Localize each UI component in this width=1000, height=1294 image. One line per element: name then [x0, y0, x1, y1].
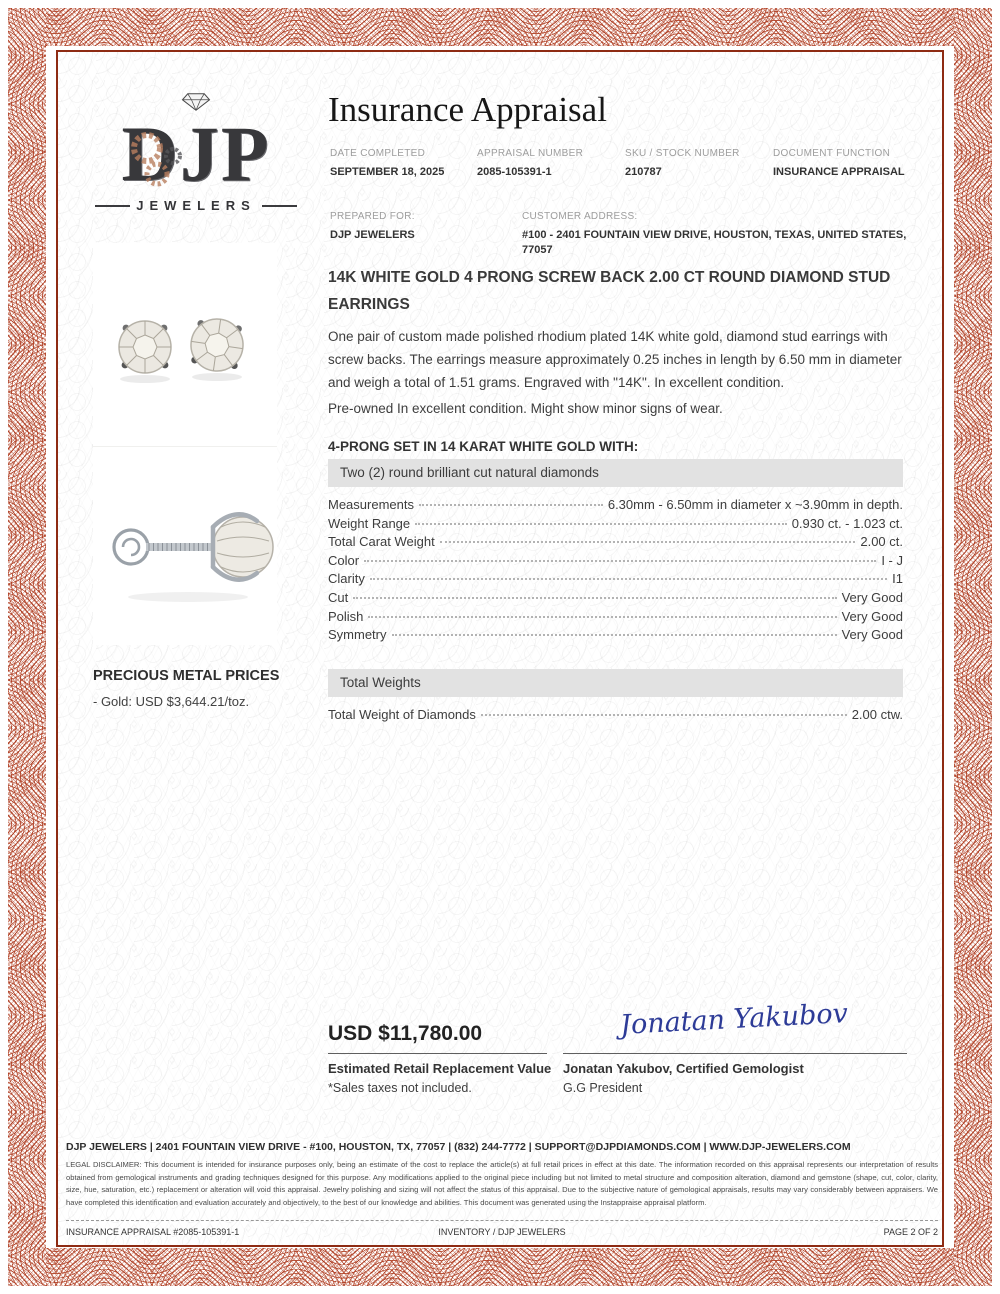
guilloche-border-top — [8, 8, 992, 46]
dotted-leader — [370, 578, 887, 580]
item-condition: Pre-owned In excellent condition. Might show minor signs of wear. — [328, 401, 723, 416]
spec-value: I1 — [892, 571, 903, 587]
legal-disclaimer: LEGAL DISCLAIMER: This document is intended for insurance purposes only, being an estimate of the cost to replace the article(s) at full retail prices in effect at this date. The information recorded on this appraisal represents our interpretation of results obtained from gemological instruments and grading techniques designed for this purpose. Any modifications applied to the original piece including but not limited to metal structure and composition alteration, diamond and gemstone (shape, cut, color, clarity, size, hue, saturation, etc.) replacement or alteration will void this appraisal. Jewelry polishing and sizing will not affect the status of this appraisal. Due to the subjective nature of gemological appraisals, results may vary considerably between appraisers. We have completed this identification and evaluation accurately and objectively, to the best of our knowledge and abilities. This document was generated using the Instappraise appraisal platform. — [66, 1160, 938, 1208]
footer-inventory: INVENTORY / DJP JEWELERS — [438, 1227, 566, 1237]
prepared-for-value: DJP JEWELERS — [330, 229, 415, 241]
total-value: 2.00 ctw. — [851, 707, 903, 722]
guilloche-border-right — [954, 8, 992, 1286]
meta-label: SKU / STOCK NUMBER — [625, 148, 740, 159]
spec-value: 2.00 ct. — [860, 534, 903, 550]
spec-row-cut — [328, 590, 903, 609]
signature-line — [563, 1053, 907, 1054]
spec-label: Symmetry — [328, 627, 387, 643]
prepared-for — [330, 211, 510, 243]
total-row-diamonds — [328, 707, 903, 726]
brand-name — [95, 112, 297, 196]
footer-doc-ref: INSURANCE APPRAISAL #2085-105391-1 — [66, 1227, 240, 1237]
spec-table — [328, 497, 903, 646]
guilloche-border-left — [8, 8, 46, 1286]
spec-value: Very Good — [841, 608, 903, 624]
page-footer — [66, 1227, 938, 1237]
dotted-leader — [415, 523, 787, 525]
spec-label: Polish — [328, 608, 364, 624]
spec-row-symmetry — [328, 627, 903, 646]
spec-label: Cut — [328, 589, 349, 605]
footer-divider — [66, 1220, 938, 1221]
signer-title: G.G President — [563, 1081, 643, 1095]
metal-prices-heading: PRECIOUS METAL PRICES — [93, 668, 280, 684]
dotted-leader — [440, 541, 856, 543]
customer-address — [522, 211, 920, 258]
dotted-leader — [368, 616, 836, 618]
earrings-pair-photo — [93, 243, 277, 446]
dotted-leader — [364, 560, 876, 562]
item-description: One pair of custom made polished rhodium plated 14K white gold, diamond stud earrings with screw backs. The earrings measure approximately 0.25 inches in length by 6.50 mm in diameter and weigh a total of 1.51 grams. Engraved with "14K". In excellent condition. — [328, 329, 902, 390]
meta-label: DOCUMENT FUNCTION — [773, 148, 891, 159]
dotted-leader — [419, 504, 603, 506]
meta-date-completed — [330, 148, 476, 180]
meta-appraisal-number — [477, 148, 623, 180]
spec-row-polish — [328, 609, 903, 628]
spec-label: Measurements — [328, 497, 414, 512]
meta-value: 210787 — [625, 166, 662, 178]
appraised-value: USD $11,780.00 — [328, 1022, 483, 1045]
spec-row-total-carat-weight — [328, 534, 903, 553]
gears-icon — [121, 126, 207, 190]
dotted-leader — [481, 714, 847, 716]
totals-table — [328, 707, 903, 726]
customer-address-value: #100 - 2401 FOUNTAIN VIEW DRIVE, HOUSTON, TEXAS, UNITED STATES, 77057 — [522, 229, 907, 256]
spec-value: 0.930 ct. - 1.023 ct. — [791, 515, 903, 531]
dotted-leader — [392, 634, 837, 636]
total-weights-bar: Total Weights — [328, 669, 903, 697]
brand-subtitle — [95, 198, 297, 213]
spec-value: Very Good — [841, 589, 903, 605]
spec-row-weight-range — [328, 516, 903, 535]
meta-label: APPRAISAL NUMBER — [477, 148, 584, 159]
signature-script: Jonatan Yakubov — [619, 998, 849, 1041]
dotted-leader — [353, 597, 836, 599]
spec-label: Clarity — [328, 571, 365, 587]
spec-value: I - J — [881, 552, 903, 568]
logo-dash-left — [95, 205, 130, 207]
footer-page-number: PAGE 2 OF 2 — [883, 1227, 939, 1237]
guilloche-border-bottom — [8, 1248, 992, 1286]
spec-label: Color — [328, 552, 360, 568]
value-underline — [328, 1053, 547, 1054]
spec-value: Very Good — [841, 627, 903, 643]
brand-text: DJP — [121, 110, 271, 197]
earring-side-image — [93, 447, 277, 645]
stones-heading-bar: Two (2) round brilliant cut natural diamonds — [328, 459, 903, 487]
value-note: *Sales taxes not included. — [328, 1081, 472, 1095]
earrings-pair-image — [93, 243, 277, 446]
meta-value: INSURANCE APPRAISAL — [773, 166, 905, 178]
document-title: Insurance Appraisal — [328, 90, 607, 129]
meta-value: 2085-105391-1 — [477, 166, 552, 178]
spec-label: Total Carat Weight — [328, 534, 435, 550]
meta-sku-number — [625, 148, 771, 180]
meta-value: SEPTEMBER 18, 2025 — [330, 166, 445, 178]
earring-side-photo — [93, 446, 277, 645]
customer-address-label: CUSTOMER ADDRESS: — [522, 211, 638, 222]
signer-name: Jonatan Yakubov, Certified Gemologist — [563, 1061, 804, 1076]
brand-logo — [95, 92, 297, 213]
setting-heading: 4-PRONG SET IN 14 KARAT WHITE GOLD WITH: — [328, 439, 639, 454]
diamond-icon — [181, 92, 211, 112]
prepared-for-label: PREPARED FOR: — [330, 211, 415, 222]
spec-row-measurements — [328, 497, 903, 516]
spec-row-clarity — [328, 571, 903, 590]
meta-document-function — [773, 148, 938, 180]
spec-row-color — [328, 553, 903, 572]
brand-subtitle-text: JEWELERS — [136, 198, 256, 213]
total-label: Total Weight of Diamonds — [328, 707, 476, 722]
value-label: Estimated Retail Replacement Value — [328, 1061, 552, 1076]
item-title: 14K WHITE GOLD 4 PRONG SCREW BACK 2.00 CT ROUND DIAMOND STUD EARRINGS — [328, 269, 891, 313]
contact-line: DJP JEWELERS | 2401 FOUNTAIN VIEW DRIVE - #100, HOUSTON, TX, 77057 | (832) 244-7772 | SUPPORT@DJPDIAMONDS.COM | WWW.DJP-JEWELERS.COM — [66, 1141, 851, 1153]
spec-value: 6.30mm - 6.50mm in diameter x ~3.90mm in depth. — [607, 497, 903, 512]
logo-dash-right — [262, 205, 297, 207]
metal-prices-gold: - Gold: USD $3,644.21/toz. — [93, 694, 250, 709]
meta-label: DATE COMPLETED — [330, 148, 426, 159]
spec-label: Weight Range — [328, 515, 411, 531]
